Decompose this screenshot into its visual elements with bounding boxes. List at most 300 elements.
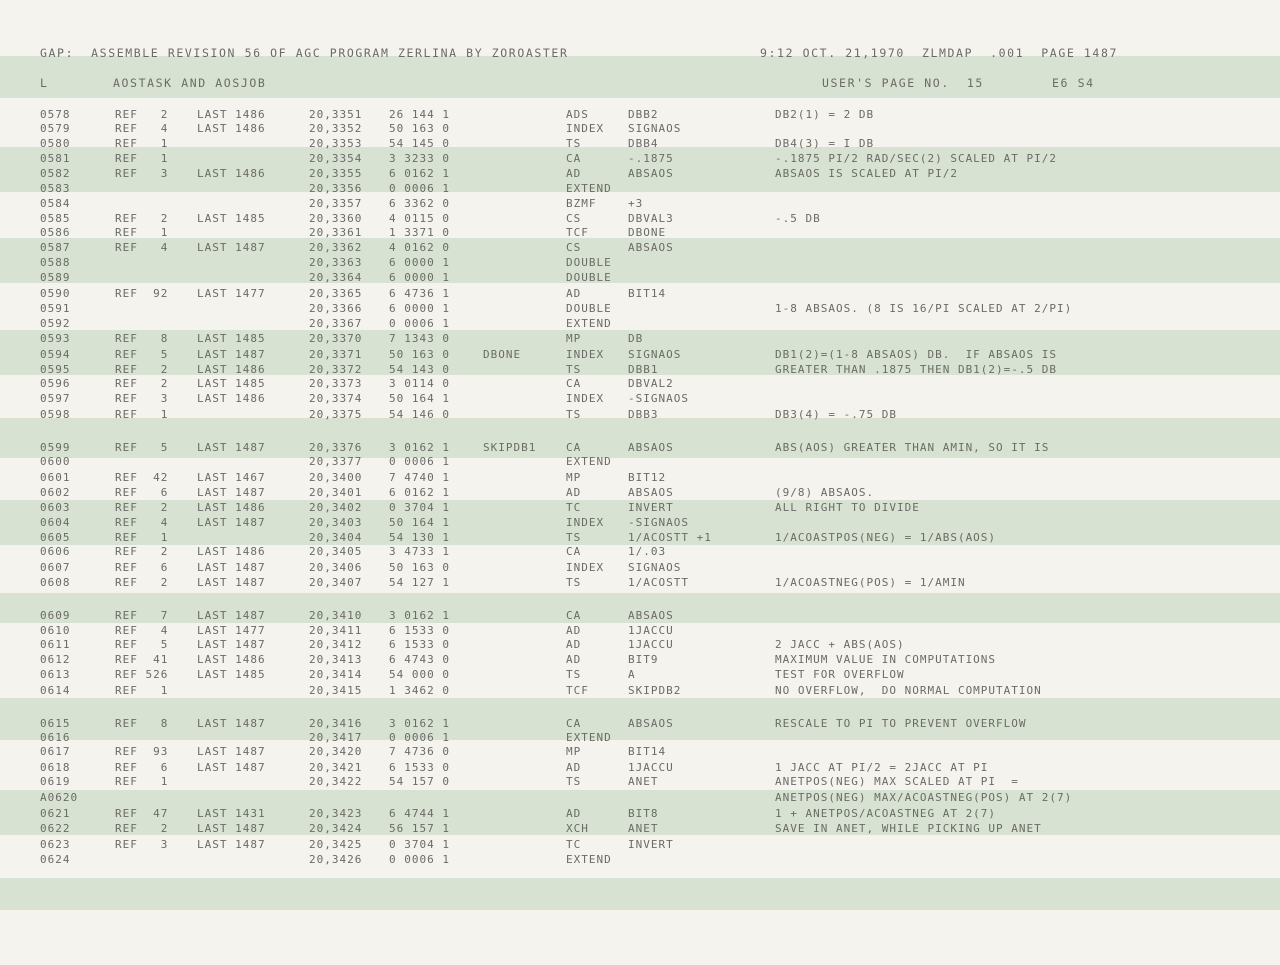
- comment: DB4(3) = I DB: [775, 137, 875, 150]
- line-number: 0611: [40, 638, 71, 651]
- operand: 1JACCU: [628, 761, 674, 774]
- comment: ANETPOS(NEG) MAX/ACOASTNEG(POS) AT 2(7): [775, 791, 1073, 804]
- opcode: TC: [566, 838, 582, 851]
- last-ref: LAST 1487: [197, 561, 266, 574]
- last-ref: LAST 1486: [197, 108, 266, 121]
- line-number: 0593: [40, 332, 71, 345]
- octal-word: 3 0114 0: [389, 377, 450, 390]
- octal-word: 54 157 0: [389, 775, 450, 788]
- opcode: AD: [566, 638, 582, 651]
- last-ref: LAST 1486: [197, 167, 266, 180]
- operand: 1JACCU: [628, 638, 674, 651]
- address: 20,3351: [309, 108, 363, 121]
- opcode: TS: [566, 137, 582, 150]
- greenbar-stripe: [0, 878, 1280, 910]
- last-ref: LAST 1487: [197, 486, 266, 499]
- listing-row: [0, 136, 1280, 151]
- section-title: AOSTASK AND AOSJOB: [113, 76, 267, 90]
- line-number: 0582: [40, 167, 71, 180]
- octal-word: 3 3233 0: [389, 152, 450, 165]
- line-number: 0609: [40, 609, 71, 622]
- comment: ABS(AOS) GREATER THAN AMIN, SO IT IS: [775, 441, 1050, 454]
- ref-count: REF 3: [115, 838, 169, 851]
- line-number: 0604: [40, 516, 71, 529]
- last-ref: LAST 1487: [197, 745, 266, 758]
- line-number: 0607: [40, 561, 71, 574]
- operand: -SIGNAOS: [628, 392, 689, 405]
- line-number: 0581: [40, 152, 71, 165]
- last-ref: LAST 1477: [197, 624, 266, 637]
- octal-word: 54 000 0: [389, 668, 450, 681]
- address: 20,3414: [309, 668, 363, 681]
- operand: DBB3: [628, 408, 659, 421]
- operand: -.1875: [628, 152, 674, 165]
- opcode: EXTEND: [566, 853, 612, 866]
- operand: ABSAOS: [628, 486, 674, 499]
- operand: -SIGNAOS: [628, 516, 689, 529]
- octal-word: 54 130 1: [389, 531, 450, 544]
- opcode: EXTEND: [566, 455, 612, 468]
- operand: ABSAOS: [628, 717, 674, 730]
- comment: MAXIMUM VALUE IN COMPUTATIONS: [775, 653, 997, 666]
- listing-row: [0, 837, 1280, 852]
- octal-word: 50 164 1: [389, 392, 450, 405]
- address: 20,3402: [309, 501, 363, 514]
- comment: NO OVERFLOW, DO NORMAL COMPUTATION: [775, 684, 1042, 697]
- octal-word: 6 4744 1: [389, 807, 450, 820]
- listing-row: [0, 196, 1280, 211]
- listing-row: [0, 730, 1280, 745]
- ref-count: REF 41: [115, 653, 169, 666]
- line-number: 0616: [40, 731, 71, 744]
- address: 20,3372: [309, 363, 363, 376]
- address: 20,3375: [309, 408, 363, 421]
- address: 20,3412: [309, 638, 363, 651]
- address: 20,3410: [309, 609, 363, 622]
- operand: ABSAOS: [628, 241, 674, 254]
- address: 20,3411: [309, 624, 363, 637]
- ref-count: REF 1: [115, 684, 169, 697]
- operand: DBVAL3: [628, 212, 674, 225]
- octal-word: 50 164 1: [389, 516, 450, 529]
- ref-count: REF 2: [115, 363, 169, 376]
- comment: ABSAOS IS SCALED AT PI/2: [775, 167, 958, 180]
- octal-word: 6 4743 0: [389, 653, 450, 666]
- octal-word: 0 0006 1: [389, 731, 450, 744]
- line-number: 0579: [40, 122, 71, 135]
- listing-row: [0, 608, 1280, 623]
- operand: DBB2: [628, 108, 659, 121]
- opcode: CS: [566, 212, 582, 225]
- octal-word: 0 3704 1: [389, 838, 450, 851]
- address: 20,3415: [309, 684, 363, 697]
- ref-count: REF 1: [115, 226, 169, 239]
- line-number: 0600: [40, 455, 71, 468]
- opcode: CA: [566, 717, 582, 730]
- address: 20,3405: [309, 545, 363, 558]
- listing-row: [0, 255, 1280, 270]
- opcode: AD: [566, 624, 582, 637]
- last-ref: LAST 1486: [197, 363, 266, 376]
- octal-word: 6 1533 0: [389, 761, 450, 774]
- operand: ANET: [628, 822, 659, 835]
- address: 20,3356: [309, 182, 363, 195]
- ref-count: REF 6: [115, 486, 169, 499]
- address: 20,3426: [309, 853, 363, 866]
- octal-word: 6 4736 1: [389, 287, 450, 300]
- comment: DB1(2)=(1-8 ABSAOS) DB. IF ABSAOS IS: [775, 348, 1058, 361]
- last-ref: LAST 1467: [197, 471, 266, 484]
- octal-word: 0 0006 1: [389, 455, 450, 468]
- address: 20,3362: [309, 241, 363, 254]
- ref-count: REF 3: [115, 392, 169, 405]
- listing-row: [0, 760, 1280, 775]
- octal-word: 50 163 0: [389, 122, 450, 135]
- users-page-number: USER'S PAGE NO. 15: [822, 76, 984, 90]
- listing-row: [0, 485, 1280, 500]
- address: 20,3416: [309, 717, 363, 730]
- last-ref: LAST 1486: [197, 122, 266, 135]
- last-ref: LAST 1487: [197, 241, 266, 254]
- listing-row: [0, 107, 1280, 122]
- address: 20,3423: [309, 807, 363, 820]
- line-number: 0602: [40, 486, 71, 499]
- address: 20,3413: [309, 653, 363, 666]
- listing-row: [0, 821, 1280, 836]
- ref-count: REF 2: [115, 108, 169, 121]
- ref-count: REF 47: [115, 807, 169, 820]
- address: 20,3373: [309, 377, 363, 390]
- address: 20,3401: [309, 486, 363, 499]
- opcode: TCF: [566, 684, 589, 697]
- last-ref: LAST 1485: [197, 212, 266, 225]
- opcode: INDEX: [566, 348, 605, 361]
- ref-count: REF 2: [115, 377, 169, 390]
- listing-row: [0, 575, 1280, 590]
- line-number: 0586: [40, 226, 71, 239]
- opcode: TC: [566, 501, 582, 514]
- listing-row: [0, 407, 1280, 422]
- address: 20,3367: [309, 317, 363, 330]
- listing-row: [0, 530, 1280, 545]
- address: 20,3407: [309, 576, 363, 589]
- line-number: 0605: [40, 531, 71, 544]
- octal-word: 3 0162 1: [389, 441, 450, 454]
- operand: 1/ACOSTT +1: [628, 531, 712, 544]
- opcode: AD: [566, 761, 582, 774]
- line-number: 0597: [40, 392, 71, 405]
- line-number: A0620: [40, 791, 79, 804]
- listing-row: [0, 544, 1280, 559]
- listing-row: [0, 637, 1280, 652]
- ref-count: REF 2: [115, 212, 169, 225]
- comment: 1-8 ABSAOS. (8 IS 16/PI SCALED AT 2/PI): [775, 302, 1073, 315]
- address: 20,3355: [309, 167, 363, 180]
- last-ref: LAST 1487: [197, 717, 266, 730]
- comment: 1 JACC AT PI/2 = 2JACC AT PI: [775, 761, 989, 774]
- last-ref: LAST 1487: [197, 761, 266, 774]
- header-line-1: [0, 46, 1280, 61]
- comment: 1 + ANETPOS/ACOASTNEG AT 2(7): [775, 807, 997, 820]
- opcode: BZMF: [566, 197, 597, 210]
- opcode: AD: [566, 486, 582, 499]
- opcode: EXTEND: [566, 317, 612, 330]
- last-ref: LAST 1486: [197, 392, 266, 405]
- operand: 1/ACOSTT: [628, 576, 689, 589]
- ref-count: REF 5: [115, 348, 169, 361]
- operand: DB: [628, 332, 644, 345]
- line-number: 0614: [40, 684, 71, 697]
- operand: ANET: [628, 775, 659, 788]
- octal-word: 6 0162 1: [389, 486, 450, 499]
- listing-row: [0, 683, 1280, 698]
- margin-marker: L: [40, 76, 49, 90]
- header-line-2: [0, 76, 1280, 91]
- line-number: 0585: [40, 212, 71, 225]
- ref-count: REF 1: [115, 408, 169, 421]
- last-ref: LAST 1477: [197, 287, 266, 300]
- line-number: 0590: [40, 287, 71, 300]
- opcode: CA: [566, 152, 582, 165]
- listing-row: [0, 744, 1280, 759]
- address: 20,3366: [309, 302, 363, 315]
- octal-word: 54 127 1: [389, 576, 450, 589]
- address: 20,3365: [309, 287, 363, 300]
- octal-word: 1 3371 0: [389, 226, 450, 239]
- ref-count: REF 5: [115, 441, 169, 454]
- listing-row: [0, 286, 1280, 301]
- octal-word: 0 0006 1: [389, 853, 450, 866]
- operand: ABSAOS: [628, 167, 674, 180]
- line-number: 0606: [40, 545, 71, 558]
- listing-row: [0, 470, 1280, 485]
- last-ref: LAST 1431: [197, 807, 266, 820]
- line-number: 0621: [40, 807, 71, 820]
- line-number: 0589: [40, 271, 71, 284]
- octal-word: 4 0115 0: [389, 212, 450, 225]
- comment: 1/ACOASTNEG(POS) = 1/AMIN: [775, 576, 966, 589]
- operand: SIGNAOS: [628, 122, 682, 135]
- comment: 2 JACC + ABS(AOS): [775, 638, 905, 651]
- opcode: CA: [566, 609, 582, 622]
- line-number: 0608: [40, 576, 71, 589]
- opcode: CA: [566, 377, 582, 390]
- comment: -.1875 PI/2 RAD/SEC(2) SCALED AT PI/2: [775, 152, 1058, 165]
- ref-count: REF 4: [115, 122, 169, 135]
- label: DBONE: [483, 348, 522, 361]
- last-ref: LAST 1487: [197, 441, 266, 454]
- last-ref: LAST 1487: [197, 838, 266, 851]
- print-date-page: 9:12 OCT. 21,1970 ZLMDAP .001 PAGE 1487: [760, 46, 1118, 60]
- ref-count: REF 4: [115, 516, 169, 529]
- address: 20,3352: [309, 122, 363, 135]
- address: 20,3371: [309, 348, 363, 361]
- opcode: TS: [566, 363, 582, 376]
- address: 20,3404: [309, 531, 363, 544]
- octal-word: 56 157 1: [389, 822, 450, 835]
- operand: BIT14: [628, 745, 667, 758]
- ref-count: REF 7: [115, 609, 169, 622]
- opcode: XCH: [566, 822, 589, 835]
- opcode: INDEX: [566, 392, 605, 405]
- opcode: TCF: [566, 226, 589, 239]
- opcode: AD: [566, 653, 582, 666]
- octal-word: 6 3362 0: [389, 197, 450, 210]
- address: 20,3363: [309, 256, 363, 269]
- comment: 1/ACOASTPOS(NEG) = 1/ABS(AOS): [775, 531, 997, 544]
- address: 20,3422: [309, 775, 363, 788]
- last-ref: LAST 1487: [197, 576, 266, 589]
- opcode: DOUBLE: [566, 256, 612, 269]
- octal-word: 7 4736 0: [389, 745, 450, 758]
- operand: SKIPDB2: [628, 684, 682, 697]
- listing-row: [0, 240, 1280, 255]
- operand: +3: [628, 197, 644, 210]
- program-title: GAP: ASSEMBLE REVISION 56 OF AGC PROGRAM ZERLINA BY ZOROASTER: [40, 46, 569, 60]
- listing-row: [0, 121, 1280, 136]
- opcode: DOUBLE: [566, 302, 612, 315]
- comment: DB3(4) = -.75 DB: [775, 408, 897, 421]
- octal-word: 50 163 0: [389, 561, 450, 574]
- line-number: 0598: [40, 408, 71, 421]
- ref-count: REF 6: [115, 761, 169, 774]
- octal-word: 6 1533 0: [389, 624, 450, 637]
- listing-row: [0, 362, 1280, 377]
- address: 20,3353: [309, 137, 363, 150]
- octal-word: 7 4740 1: [389, 471, 450, 484]
- opcode: CA: [566, 441, 582, 454]
- address: 20,3420: [309, 745, 363, 758]
- line-number: 0610: [40, 624, 71, 637]
- listing-row: [0, 454, 1280, 469]
- ref-count: REF 3: [115, 167, 169, 180]
- opcode: EXTEND: [566, 182, 612, 195]
- ref-count: REF 1: [115, 775, 169, 788]
- listing-row: [0, 301, 1280, 316]
- address: 20,3403: [309, 516, 363, 529]
- listing-row: [0, 331, 1280, 346]
- listing-row: [0, 391, 1280, 406]
- line-number: 0595: [40, 363, 71, 376]
- listing-row: [0, 270, 1280, 285]
- listing-row: [0, 347, 1280, 362]
- line-number: 0592: [40, 317, 71, 330]
- opcode: CS: [566, 241, 582, 254]
- last-ref: LAST 1486: [197, 545, 266, 558]
- ref-count: REF 92: [115, 287, 169, 300]
- address: 20,3376: [309, 441, 363, 454]
- listing-row: [0, 716, 1280, 731]
- octal-word: 7 1343 0: [389, 332, 450, 345]
- line-number: 0596: [40, 377, 71, 390]
- line-number: 0623: [40, 838, 71, 851]
- line-number: 0584: [40, 197, 71, 210]
- operand: DBB1: [628, 363, 659, 376]
- opcode: TS: [566, 775, 582, 788]
- listing-row: [0, 515, 1280, 530]
- last-ref: LAST 1486: [197, 501, 266, 514]
- opcode: INDEX: [566, 516, 605, 529]
- line-number: 0603: [40, 501, 71, 514]
- last-ref: LAST 1485: [197, 332, 266, 345]
- comment: TEST FOR OVERFLOW: [775, 668, 905, 681]
- operand: BIT9: [628, 653, 659, 666]
- address: 20,3364: [309, 271, 363, 284]
- ref-count: REF 4: [115, 624, 169, 637]
- opcode: AD: [566, 807, 582, 820]
- octal-word: 54 143 0: [389, 363, 450, 376]
- ref-count: REF 1: [115, 137, 169, 150]
- octal-word: 26 144 1: [389, 108, 450, 121]
- opcode: TS: [566, 531, 582, 544]
- octal-word: 54 146 0: [389, 408, 450, 421]
- listing-row: [0, 652, 1280, 667]
- comment: -.5 DB: [775, 212, 821, 225]
- last-ref: LAST 1487: [197, 609, 266, 622]
- comment: (9/8) ABSAOS.: [775, 486, 875, 499]
- listing-row: [0, 852, 1280, 867]
- opcode: AD: [566, 167, 582, 180]
- last-ref: LAST 1485: [197, 377, 266, 390]
- ref-count: REF 2: [115, 822, 169, 835]
- listing-row: [0, 181, 1280, 196]
- listing-row: [0, 440, 1280, 455]
- opcode: CA: [566, 545, 582, 558]
- line-number: 0601: [40, 471, 71, 484]
- line-number: 0583: [40, 182, 71, 195]
- octal-word: 6 0162 1: [389, 167, 450, 180]
- operand: 1JACCU: [628, 624, 674, 637]
- octal-word: 54 145 0: [389, 137, 450, 150]
- opcode: TS: [566, 408, 582, 421]
- address: 20,3400: [309, 471, 363, 484]
- listing-row: [0, 806, 1280, 821]
- line-number: 0619: [40, 775, 71, 788]
- operand: INVERT: [628, 501, 674, 514]
- line-number: 0624: [40, 853, 71, 866]
- line-number: 0580: [40, 137, 71, 150]
- listing-row: [0, 774, 1280, 789]
- octal-word: 6 0000 1: [389, 271, 450, 284]
- operand: DBONE: [628, 226, 667, 239]
- comment: ANETPOS(NEG) MAX SCALED AT PI =: [775, 775, 1019, 788]
- comment: SAVE IN ANET, WHILE PICKING UP ANET: [775, 822, 1042, 835]
- address: 20,3354: [309, 152, 363, 165]
- line-number: 0587: [40, 241, 71, 254]
- octal-word: 4 0162 0: [389, 241, 450, 254]
- section-code: E6 S4: [1052, 76, 1095, 90]
- last-ref: LAST 1487: [197, 516, 266, 529]
- opcode: INDEX: [566, 561, 605, 574]
- address: 20,3424: [309, 822, 363, 835]
- ref-count: REF 8: [115, 717, 169, 730]
- line-number: 0622: [40, 822, 71, 835]
- listing-row: [0, 790, 1280, 805]
- listing-row: [0, 667, 1280, 682]
- octal-word: 6 1533 0: [389, 638, 450, 651]
- label: SKIPDB1: [483, 441, 537, 454]
- address: 20,3370: [309, 332, 363, 345]
- ref-count: REF 526: [115, 668, 169, 681]
- listing-row: [0, 376, 1280, 391]
- opcode: MP: [566, 471, 582, 484]
- address: 20,3361: [309, 226, 363, 239]
- operand: BIT12: [628, 471, 667, 484]
- octal-word: 6 0000 1: [389, 302, 450, 315]
- octal-word: 6 0000 1: [389, 256, 450, 269]
- line-number: 0599: [40, 441, 71, 454]
- listing-row: [0, 560, 1280, 575]
